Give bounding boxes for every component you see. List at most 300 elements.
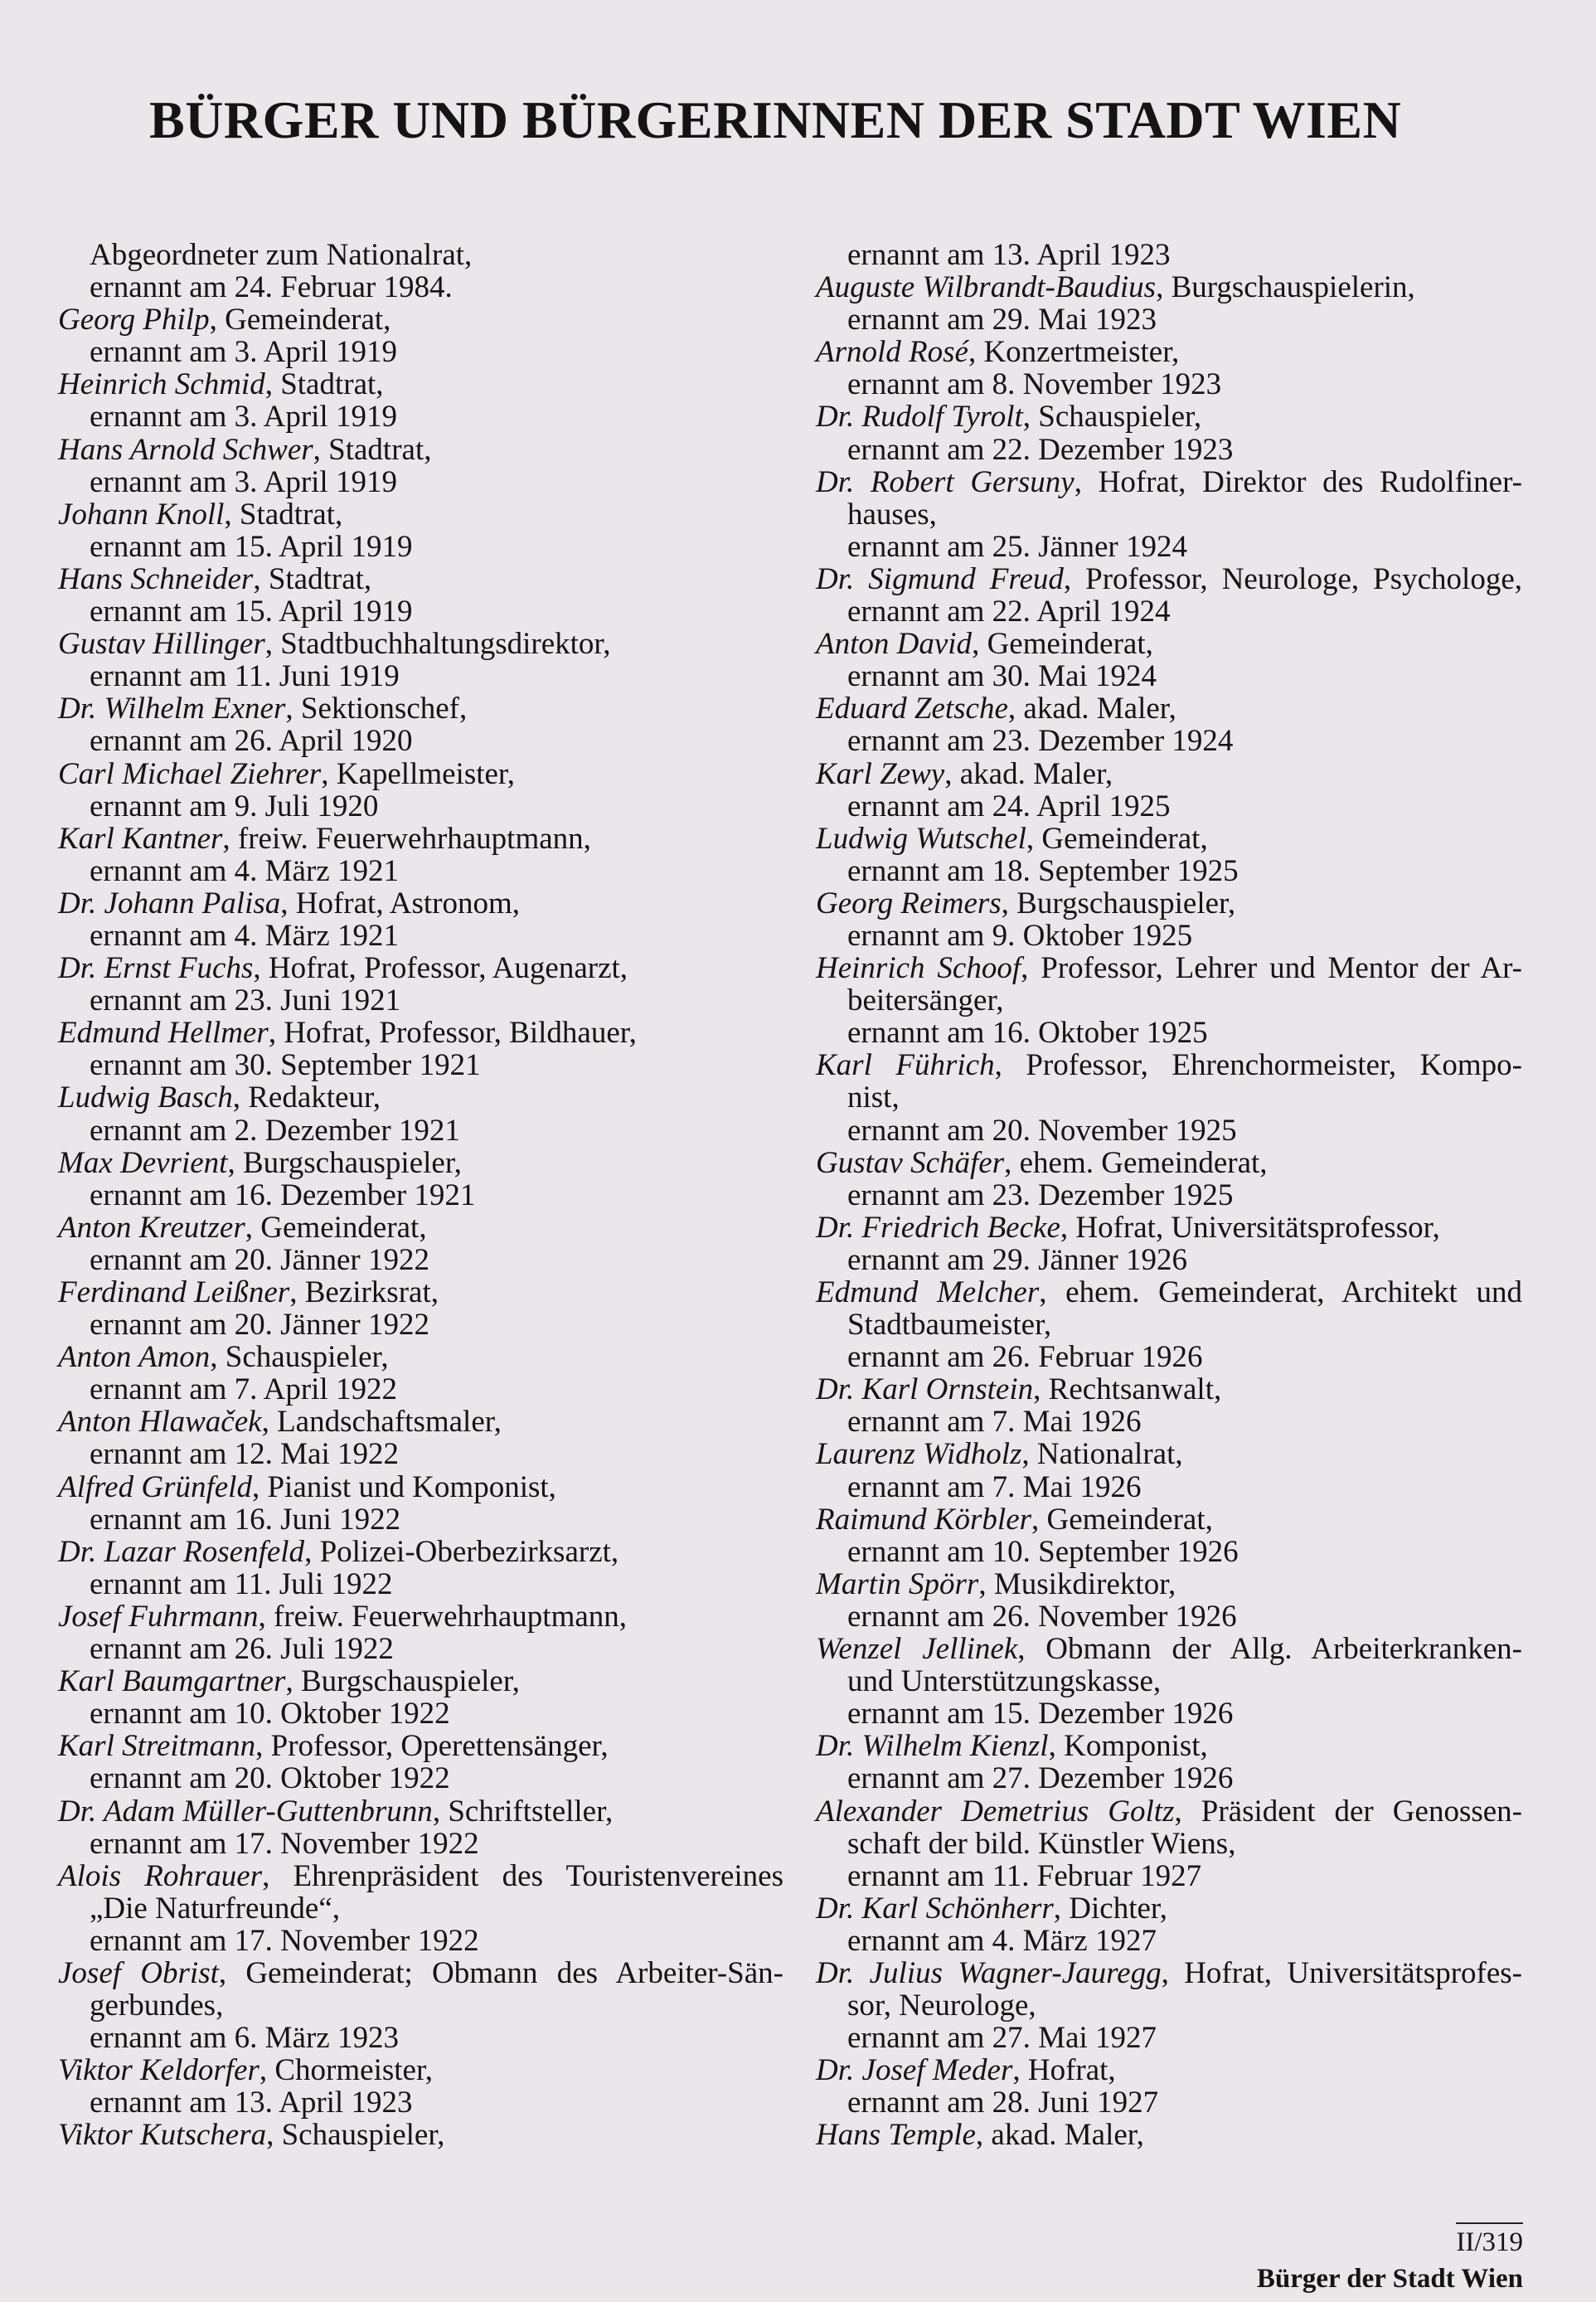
entry-text: ernannt am 3. April 1919 xyxy=(90,400,397,435)
register-entry xyxy=(816,887,1522,952)
entry-text: nist, xyxy=(847,1081,900,1115)
entry-line xyxy=(816,823,1522,855)
entry-line xyxy=(816,1309,1522,1341)
entry-line xyxy=(816,1179,1522,1212)
entry-line xyxy=(58,1049,783,1081)
entry-line xyxy=(58,1309,783,1341)
entry-line xyxy=(58,1212,783,1244)
entry-line xyxy=(816,271,1522,304)
entry-line xyxy=(58,1925,783,1957)
citizen-name: Gustav Schäfer xyxy=(816,1145,1005,1180)
entry-line xyxy=(816,758,1522,790)
entry-line xyxy=(58,563,783,595)
entry-line xyxy=(816,1730,1522,1762)
entry-line xyxy=(816,1471,1522,1503)
entry-description: , Hofrat, Astronom, xyxy=(280,886,521,920)
entry-description: , Rechtsanwalt, xyxy=(1033,1372,1222,1407)
citizen-name: Martin Spörr xyxy=(816,1566,979,1601)
entry-line xyxy=(58,2054,783,2086)
register-entry xyxy=(58,1795,783,1860)
entry-text: ernannt am 17. November 1922 xyxy=(90,1826,479,1861)
citizen-name: Johann Knoll xyxy=(58,497,225,532)
entry-text: ernannt am 7. Mai 1926 xyxy=(847,1469,1142,1504)
entry-line xyxy=(58,1115,783,1147)
entry-line xyxy=(816,595,1522,628)
citizen-name: Dr. Ernst Fuchs xyxy=(58,951,254,986)
entry-description: , Chormeister, xyxy=(259,2053,434,2088)
register-entry xyxy=(816,336,1522,401)
entry-text: ernannt am 24. Februar 1984. xyxy=(90,270,453,305)
entry-text: ernannt am 27. Mai 1927 xyxy=(847,2021,1157,2056)
entry-text: ernannt am 9. Juli 1920 xyxy=(90,789,379,823)
register-entry xyxy=(816,823,1522,887)
citizen-name: Viktor Kutschera xyxy=(58,2118,267,2153)
citizen-name: Dr. Wilhelm Exner xyxy=(58,692,286,726)
entry-description: , Nationalrat, xyxy=(1021,1437,1183,1472)
entry-line xyxy=(816,1244,1522,1276)
register-entry xyxy=(58,1406,783,1470)
entry-text: ernannt am 2. Dezember 1921 xyxy=(90,1113,460,1148)
entry-description: , Komponist, xyxy=(1048,1729,1208,1764)
page-title: BÜRGER UND BÜRGERINNEN DER STADT WIEN xyxy=(149,90,1402,149)
entry-line xyxy=(816,434,1522,466)
entry-text: sor, Neurologe, xyxy=(847,1989,1036,2023)
entry-line xyxy=(58,1989,783,2022)
entry-line xyxy=(816,1989,1522,2022)
entry-line xyxy=(816,1957,1522,1989)
entry-text: ernannt am 25. Jänner 1924 xyxy=(847,529,1187,564)
entry-line xyxy=(816,952,1522,984)
entry-description: , Konzertmeister, xyxy=(968,335,1180,370)
entry-text: Abgeordneter zum Nationalrat, xyxy=(90,238,473,272)
entry-description: , Hofrat, Universitätsprofes- xyxy=(1161,1955,1522,1990)
citizen-name: Karl Führich xyxy=(816,1048,995,1083)
entry-text: „Die Naturfreunde“, xyxy=(90,1891,340,1926)
register-entry xyxy=(58,628,783,692)
entry-line xyxy=(58,952,783,984)
citizen-name: Georg Reimers xyxy=(816,886,1002,920)
entry-line xyxy=(816,1438,1522,1470)
entry-line xyxy=(58,466,783,498)
entry-line xyxy=(58,1017,783,1049)
entry-text: ernannt am 20. Jänner 1922 xyxy=(90,1242,429,1277)
register-entry xyxy=(816,1503,1522,1568)
register-entry xyxy=(816,1568,1522,1633)
entry-text: ernannt am 17. November 1922 xyxy=(90,1923,479,1958)
entry-text: ernannt am 30. September 1921 xyxy=(90,1048,481,1083)
entry-line xyxy=(58,1957,783,1989)
entry-line xyxy=(58,1341,783,1373)
citizen-name: Karl Zewy xyxy=(816,756,945,791)
entry-description: , Obmann der Allg. Arbeiterkranken- xyxy=(1017,1632,1522,1667)
entry-text: und Unterstützungskasse, xyxy=(847,1664,1162,1699)
citizen-name: Carl Michael Ziehrer xyxy=(58,756,322,791)
entry-line xyxy=(58,1730,783,1762)
entry-text: ernannt am 27. Dezember 1926 xyxy=(847,1761,1234,1796)
citizen-name: Ludwig Wutschel xyxy=(816,821,1026,856)
citizen-name: Raimund Körbler xyxy=(816,1502,1032,1537)
register-entry xyxy=(58,563,783,628)
citizen-name: Eduard Zetsche xyxy=(816,692,1008,726)
entry-description: , Schriftsteller, xyxy=(432,1794,614,1828)
register-entry xyxy=(58,434,783,498)
entry-description: , Landschaftsmaler, xyxy=(261,1405,502,1440)
entry-line xyxy=(816,1665,1522,1697)
citizen-name: Anton Hlawaček xyxy=(58,1405,262,1440)
entry-line xyxy=(816,2054,1522,2086)
entry-line xyxy=(58,1762,783,1794)
entry-description: , Schauspieler, xyxy=(266,2118,445,2153)
entry-text: ernannt am 10. September 1926 xyxy=(847,1534,1239,1569)
register-entry xyxy=(816,271,1522,336)
register-entry xyxy=(58,1665,783,1730)
citizen-name: Gustav Hillinger xyxy=(58,627,265,662)
entry-text: ernannt am 12. Mai 1922 xyxy=(90,1437,399,1472)
entry-line xyxy=(58,1600,783,1633)
register-entry xyxy=(58,1017,783,1081)
entry-description: , ehem. Gemeinderat, Architekt und xyxy=(1039,1275,1522,1309)
register-entry xyxy=(58,1730,783,1794)
entry-line xyxy=(816,1373,1522,1406)
entry-description: , Burgschauspieler, xyxy=(1001,886,1236,920)
entry-text: ernannt am 20. Oktober 1922 xyxy=(90,1761,450,1796)
entry-description: , Sektionschef, xyxy=(285,692,468,726)
entry-line xyxy=(58,692,783,725)
register-entry xyxy=(58,952,783,1017)
register-entry xyxy=(816,1892,1522,1957)
citizen-name: Georg Philp xyxy=(58,303,210,338)
entry-line xyxy=(58,1406,783,1438)
register-entry xyxy=(816,952,1522,1049)
register-entry xyxy=(816,1373,1522,1438)
entry-line xyxy=(58,1373,783,1406)
entry-line xyxy=(58,401,783,433)
register-entry xyxy=(58,1341,783,1406)
entry-line xyxy=(816,2119,1522,2151)
citizen-name: Max Devrient xyxy=(58,1145,228,1180)
entry-description: , Burgschauspieler, xyxy=(227,1145,462,1180)
entry-line xyxy=(58,2022,783,2054)
entry-line xyxy=(816,2086,1522,2119)
entry-line xyxy=(816,1536,1522,1568)
entry-description: , Gemeinderat, xyxy=(1031,1502,1213,1537)
entry-line xyxy=(58,1244,783,1276)
entry-line xyxy=(816,920,1522,952)
register-entry xyxy=(58,1860,783,1957)
entry-line xyxy=(58,887,783,920)
entry-description: , Professor, Neurologe, Psychologe, xyxy=(1063,561,1522,596)
entry-line xyxy=(58,823,783,855)
entry-line xyxy=(58,855,783,887)
page-footer xyxy=(1257,2222,1523,2297)
entry-line xyxy=(816,725,1522,757)
register-entry xyxy=(58,304,783,368)
entry-text: ernannt am 11. Juni 1919 xyxy=(90,659,400,694)
entry-line xyxy=(58,1179,783,1212)
citizen-name: Dr. Johann Palisa xyxy=(58,886,281,920)
entry-description: , Ehrenpräsident des Touristenvereines xyxy=(262,1858,783,1893)
citizen-name: Dr. Lazar Rosenfeld xyxy=(58,1534,305,1569)
entry-line xyxy=(58,1697,783,1730)
citizen-name: Dr. Wilhelm Kienzl xyxy=(816,1729,1049,1764)
entry-text: ernannt am 6. März 1923 xyxy=(90,2021,399,2056)
entry-line xyxy=(816,1762,1522,1794)
footer-section-title: Bürger der Stadt Wien xyxy=(1256,2264,1523,2294)
entry-line xyxy=(58,239,783,271)
entry-text: ernannt am 15. Dezember 1926 xyxy=(847,1697,1234,1731)
entry-description: , Polizei-Oberbezirksarzt, xyxy=(304,1534,619,1569)
entry-description: , Dichter, xyxy=(1053,1891,1167,1926)
entry-text: ernannt am 4. März 1927 xyxy=(847,1923,1157,1958)
entry-line xyxy=(816,466,1522,498)
entry-text: ernannt am 15. April 1919 xyxy=(90,595,413,629)
entry-line xyxy=(58,725,783,757)
register-entry xyxy=(816,2119,1522,2151)
entry-line xyxy=(816,1049,1522,1081)
entry-description: , akad. Maler, xyxy=(1007,692,1176,726)
register-entry xyxy=(58,1147,783,1212)
page-number: II/319 xyxy=(1456,2222,1523,2261)
entry-line xyxy=(816,498,1522,531)
citizen-name: Dr. Friedrich Becke xyxy=(816,1210,1060,1245)
citizen-name: Dr. Rudolf Tyrolt xyxy=(816,400,1023,435)
citizen-name: Karl Kantner xyxy=(58,821,223,856)
entry-line xyxy=(816,1860,1522,1892)
citizen-name: Anton Amon xyxy=(58,1340,211,1375)
citizen-name: Alois Rohrauer xyxy=(58,1858,263,1893)
entry-description: , Gemeinderat, xyxy=(972,627,1153,662)
entry-line xyxy=(58,2119,783,2151)
entry-text: ernannt am 9. Oktober 1925 xyxy=(847,918,1193,953)
entry-description: , Burgschauspieler, xyxy=(285,1664,520,1699)
register-entry xyxy=(816,466,1522,563)
entry-line xyxy=(58,304,783,336)
register-entry xyxy=(816,628,1522,692)
entry-line xyxy=(58,660,783,692)
entry-text: ernannt am 26. Juli 1922 xyxy=(90,1632,394,1667)
entry-text: ernannt am 23. Dezember 1925 xyxy=(847,1178,1234,1212)
entry-text: ernannt am 22. April 1924 xyxy=(847,595,1171,629)
entry-line xyxy=(816,1115,1522,1147)
citizen-name: Dr. Sigmund Freud xyxy=(816,561,1064,596)
citizen-name: Auguste Wilbrandt-Baudius xyxy=(816,270,1157,305)
entry-text: ernannt am 29. Jänner 1926 xyxy=(847,1242,1187,1277)
entry-line xyxy=(58,1665,783,1697)
entry-text: ernannt am 20. November 1925 xyxy=(847,1113,1237,1148)
entry-line xyxy=(816,531,1522,563)
entry-line xyxy=(816,304,1522,336)
entry-line xyxy=(816,1341,1522,1373)
entry-line xyxy=(816,692,1522,725)
citizen-name: Hans Temple xyxy=(816,2118,976,2153)
entry-line xyxy=(816,1697,1522,1730)
citizen-name: Alfred Grünfeld xyxy=(58,1469,252,1504)
entry-description: , Schauspieler, xyxy=(1022,400,1202,435)
entry-line xyxy=(58,758,783,790)
register-entry xyxy=(816,1212,1522,1276)
entry-line xyxy=(58,628,783,660)
entry-text: ernannt am 15. April 1919 xyxy=(90,529,413,564)
citizen-name: Hans Schneider xyxy=(58,561,254,596)
entry-text: ernannt am 30. Mai 1924 xyxy=(847,659,1157,694)
citizen-name: Dr. Julius Wagner-Jauregg xyxy=(816,1955,1162,1990)
citizen-name: Karl Baumgartner xyxy=(58,1664,286,1699)
entry-line xyxy=(58,1503,783,1536)
citizen-name: Karl Streitmann xyxy=(58,1729,256,1764)
entry-text: ernannt am 10. Oktober 1922 xyxy=(90,1697,450,1731)
citizen-name: Hans Arnold Schwer xyxy=(58,432,313,467)
entry-line xyxy=(816,1828,1522,1860)
entry-line xyxy=(58,1536,783,1568)
entry-line xyxy=(58,790,783,823)
entry-line xyxy=(816,1212,1522,1244)
entry-line xyxy=(58,1438,783,1470)
entry-line xyxy=(816,1147,1522,1179)
left-column xyxy=(58,239,783,2152)
register-entry xyxy=(58,368,783,433)
entry-description: , Burgschauspielerin, xyxy=(1156,270,1415,305)
entry-text: ernannt am 7. Mai 1926 xyxy=(847,1405,1142,1440)
citizen-name: Heinrich Schoof xyxy=(816,951,1021,986)
citizen-name: Dr. Karl Ornstein xyxy=(816,1372,1034,1407)
register-entry xyxy=(816,563,1522,628)
citizen-name: Dr. Karl Schönherr xyxy=(816,1891,1054,1926)
register-entry xyxy=(58,498,783,563)
citizen-name: Ferdinand Leißner xyxy=(58,1275,290,1309)
citizen-name: Laurenz Widholz xyxy=(816,1437,1022,1472)
register-entry xyxy=(816,1049,1522,1146)
entry-description: , Stadtbuchhaltungsdirektor, xyxy=(264,627,611,662)
entry-line xyxy=(816,790,1522,823)
entry-line xyxy=(58,1892,783,1925)
entry-description: , Hofrat, xyxy=(1012,2053,1116,2088)
entry-text: ernannt am 20. Jänner 1922 xyxy=(90,1308,429,1343)
entry-text: ernannt am 11. Juli 1922 xyxy=(90,1566,393,1601)
entry-text: ernannt am 28. Juni 1927 xyxy=(847,2086,1159,2120)
citizen-name: Edmund Melcher xyxy=(816,1275,1040,1309)
entry-description: , Professor, Ehrenchormeister, Kompo- xyxy=(994,1048,1522,1083)
citizen-name: Arnold Rosé xyxy=(816,335,968,370)
entry-line xyxy=(58,368,783,401)
citizen-name: Josef Fuhrmann xyxy=(58,1599,259,1634)
entry-description: , Stadtrat, xyxy=(313,432,432,467)
register-entry xyxy=(816,1957,1522,2054)
entry-text: ernannt am 29. Mai 1923 xyxy=(847,303,1157,338)
entry-text: ernannt am 3. April 1919 xyxy=(90,335,397,370)
register-entry xyxy=(58,1212,783,1276)
register-entry xyxy=(816,1730,1522,1794)
register-entry xyxy=(58,2054,783,2119)
citizen-name: Edmund Hellmer xyxy=(58,1016,269,1051)
entry-line xyxy=(58,336,783,368)
citizen-name: Dr. Robert Gersuny xyxy=(816,464,1075,499)
entry-text: ernannt am 3. April 1919 xyxy=(90,464,397,499)
register-entry xyxy=(816,2054,1522,2119)
register-entry xyxy=(816,1633,1522,1730)
entry-description: , freiw. Feuerwehrhauptmann, xyxy=(258,1599,628,1634)
entry-line xyxy=(816,855,1522,887)
entry-text: ernannt am 18. September 1925 xyxy=(847,853,1239,888)
citizen-name: Dr. Adam Müller-Guttenbrunn xyxy=(58,1794,433,1828)
entry-text: Stadtbaumeister, xyxy=(847,1308,1052,1343)
citizen-name: Anton Kreutzer xyxy=(58,1210,245,1245)
entry-line xyxy=(816,1795,1522,1828)
entry-line xyxy=(816,563,1522,595)
register-entry xyxy=(816,1147,1522,1212)
entry-line xyxy=(816,401,1522,433)
entry-line xyxy=(816,1892,1522,1925)
entry-line xyxy=(816,1568,1522,1600)
register-entry xyxy=(58,692,783,757)
entry-line xyxy=(58,595,783,628)
entry-description: , Gemeinderat, xyxy=(1026,821,1208,856)
entry-description: , akad. Maler, xyxy=(975,2118,1144,2153)
entry-description: , Bezirksrat, xyxy=(289,1275,439,1309)
register-entry xyxy=(816,758,1522,823)
entry-line xyxy=(816,1276,1522,1309)
register-entry xyxy=(58,758,783,823)
entry-description: , Pianist und Komponist, xyxy=(251,1469,556,1504)
citizen-name: Alexander Demetrius Goltz xyxy=(816,1794,1175,1828)
entry-description: , Präsident der Genossen- xyxy=(1174,1794,1522,1828)
entry-line xyxy=(58,1568,783,1600)
entry-description: , ehem. Gemeinderat, xyxy=(1004,1145,1268,1180)
entry-line xyxy=(816,984,1522,1017)
entry-line xyxy=(816,1600,1522,1633)
entry-text: ernannt am 13. April 1923 xyxy=(847,238,1171,272)
entry-text: ernannt am 22. Dezember 1923 xyxy=(847,432,1234,467)
entry-line xyxy=(816,1406,1522,1438)
register-entry xyxy=(816,692,1522,757)
entry-text: ernannt am 16. Juni 1922 xyxy=(90,1502,401,1537)
entry-description: , Gemeinderat; Obmann des Arbeiter-Sän- xyxy=(218,1955,783,1990)
register-entry xyxy=(58,887,783,952)
entry-line xyxy=(58,984,783,1017)
entry-description: , Stadtrat, xyxy=(253,561,372,596)
entry-line xyxy=(58,1860,783,1892)
entry-description: , Gemeinderat, xyxy=(209,303,391,338)
entry-description: , Musikdirektor, xyxy=(978,1566,1176,1601)
entry-line xyxy=(58,1633,783,1665)
entry-line xyxy=(816,336,1522,368)
entry-description: , Hofrat, Universitätsprofessor, xyxy=(1060,1210,1440,1245)
entry-description: , freiw. Feuerwehrhauptmann, xyxy=(222,821,591,856)
entry-text: ernannt am 4. März 1921 xyxy=(90,918,399,953)
citizen-name: Dr. Josef Meder xyxy=(816,2053,1013,2088)
entry-line xyxy=(58,498,783,531)
entry-line xyxy=(58,2086,783,2119)
register-entry xyxy=(816,1795,1522,1892)
entry-line xyxy=(816,628,1522,660)
entry-text: gerbundes, xyxy=(90,1989,224,2023)
register-entry xyxy=(58,823,783,887)
entry-text: ernannt am 13. April 1923 xyxy=(90,2086,413,2120)
entry-line xyxy=(816,660,1522,692)
entry-line xyxy=(58,1081,783,1114)
entry-text: ernannt am 24. April 1925 xyxy=(847,789,1171,823)
entry-text: ernannt am 26. Februar 1926 xyxy=(847,1340,1203,1375)
citizen-name: Anton David xyxy=(816,627,973,662)
entry-text: ernannt am 4. März 1921 xyxy=(90,853,399,888)
entry-text: ernannt am 8. November 1923 xyxy=(847,367,1222,402)
entry-text: ernannt am 26. April 1920 xyxy=(90,724,413,759)
register-entry xyxy=(58,1276,783,1341)
citizen-name: Wenzel Jellinek xyxy=(816,1632,1018,1667)
entry-line xyxy=(816,887,1522,920)
entry-line xyxy=(58,1276,783,1309)
entry-line xyxy=(816,368,1522,401)
entry-text: ernannt am 23. Dezember 1924 xyxy=(847,724,1234,759)
